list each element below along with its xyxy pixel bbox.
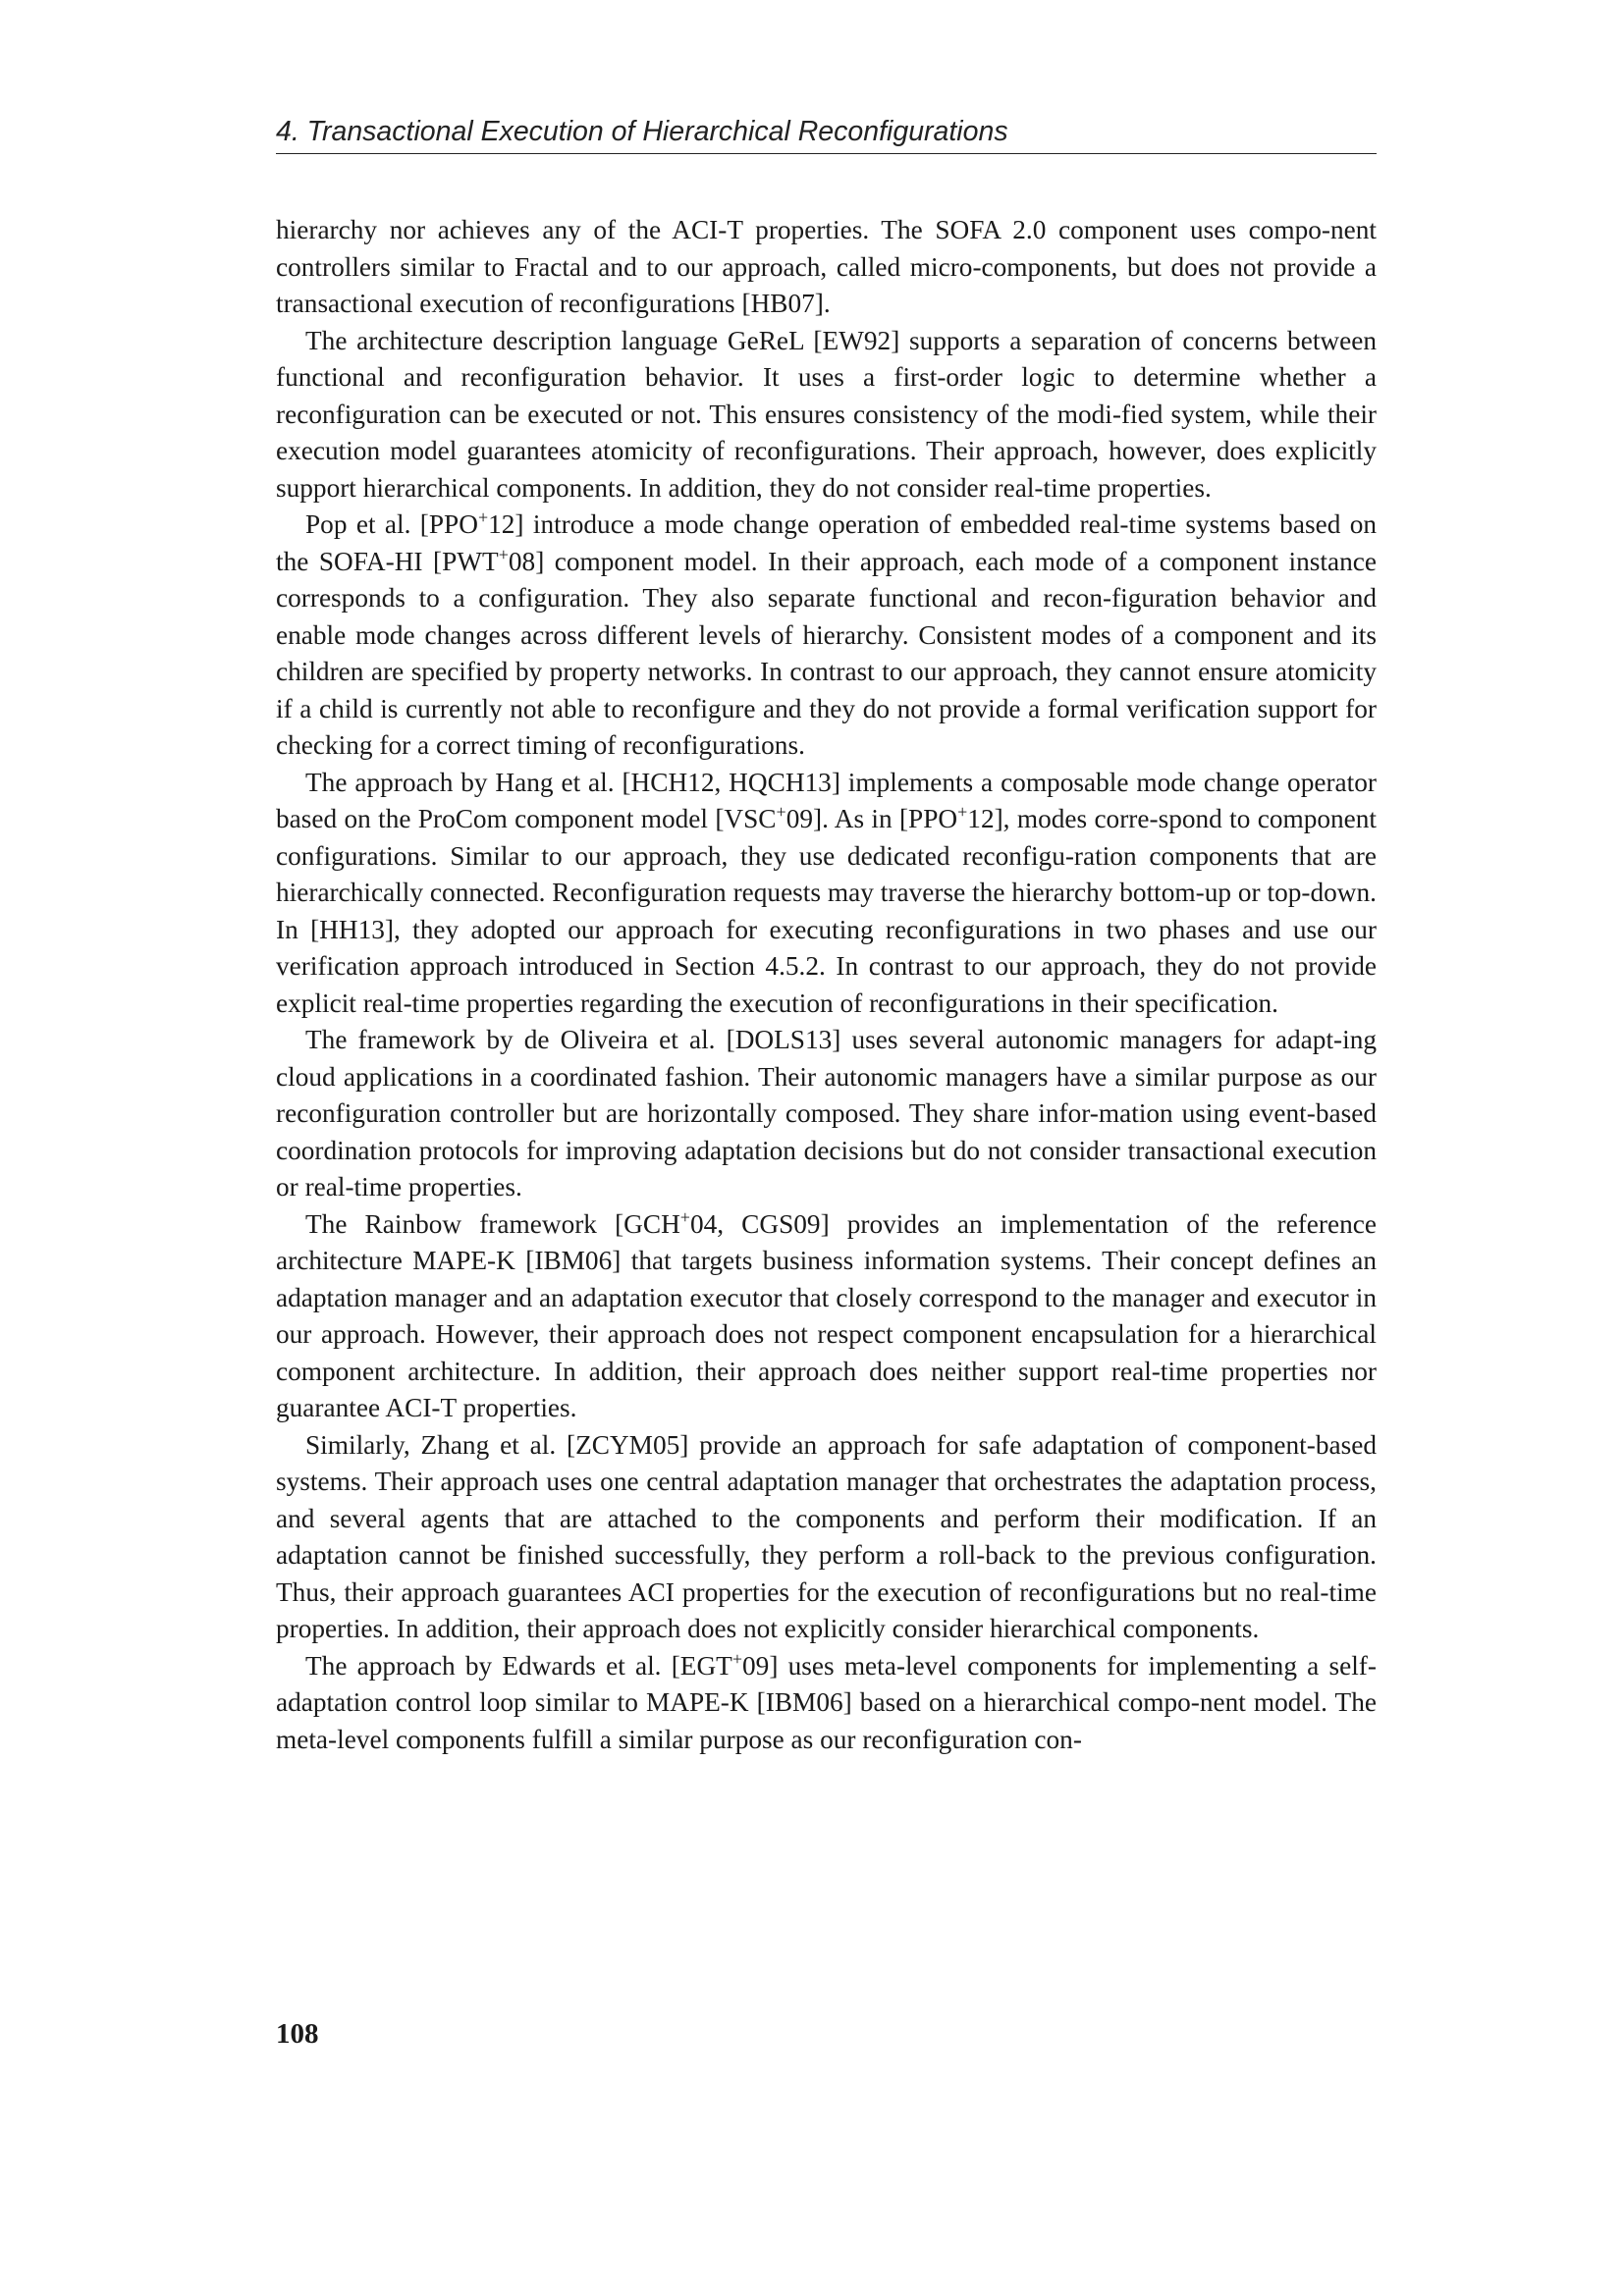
body-text <box>276 212 1377 1758</box>
paragraph-text: 04, CGS09] provides an implementation of the reference architecture MAPE-K [IBM06] that targets business information systems. Their concept defines an adaptation manager and an adaptation executor that closely correspond to the manager and executor in our approach. However, their approach does not respect component encapsulation for a hierarchical component architecture. In addition, their approach does neither support real-time properties nor guarantee ACI-T properties. <box>276 1208 1377 1422</box>
paragraph-text: 12] introduce a mode change operation of embedded real-time systems based on the SOFA-HI [PWT <box>276 509 1377 576</box>
citation-superscript: + <box>731 1648 743 1669</box>
paragraph-text: 12], modes corre-spond to component configurations. Similar to our approach, they use dedicated reconfigu-ration components that are hierarchically connected. Reconfiguration requests may traverse the hierarchy bottom-up or top-down. In [HH13], they adopted our approach for executing reconfigurations in two phases and use our verification approach introduced in Section 4.5.2. In contrast to our approach, they do not provide explicit real-time properties regarding the execution of reconfigurations in their specification. <box>276 804 1378 1018</box>
paragraph-text: The Rainbow framework [GCH <box>305 1208 680 1239</box>
citation-superscript: + <box>776 802 786 823</box>
paragraph-gerel <box>276 323 1377 507</box>
paragraph-text: The framework by de Oliveira et al. [DOLS13] uses several autonomic managers for adapt-ing cloud applications in a coordinated fashion. Their autonomic managers have a similar purpose as our reconfiguration controller but are horizontally composed. They share infor-mation using event-based coordination protocols for improving adaptation decisions but do not consider transactional execution or real-time properties. <box>276 1025 1377 1201</box>
paragraph-hb07 <box>276 212 1377 323</box>
paragraph-text: The approach by Hang et al. [HCH12, HQCH13] implements a composable mode change operator based on the ProCom component model [VSC <box>276 767 1377 833</box>
paragraph-de-oliveira <box>276 1022 1377 1206</box>
page-number: 108 <box>276 2018 319 2050</box>
paragraph-hang-et-al <box>276 765 1377 1023</box>
paragraph-text: hierarchy nor achieves any of the ACI-T properties. The SOFA 2.0 component uses compo-nent controllers similar to Fractal and to our approach, called micro-components, but does not provide a transactional execution of reconfigurations [HB07]. <box>276 215 1377 318</box>
paragraph-text: Similarly, Zhang et al. [ZCYM05] provide an approach for safe adaptation of component-based systems. Their approach uses one central adaptation manager that orchestrates the adaptation process, and several agents that are attached to the components and perform their modification. If an adaptation cannot be finished successfully, they perform a roll-back to the previous configuration. Thus, their approach guarantees ACI properties for the execution of reconfigurations but no real-time properties. In addition, their approach does not explicitly consider hierarchical components. <box>276 1429 1377 1643</box>
running-header <box>276 110 1377 154</box>
paragraph-zhang-et-al <box>276 1427 1377 1648</box>
paragraph-edwards-et-al <box>276 1648 1377 1759</box>
citation-superscript: + <box>679 1206 690 1227</box>
paragraph-pop-et-al <box>276 507 1377 765</box>
paragraph-text: 09] uses meta-level components for implementing a self-adaptation control loop similar to MAPE-K [IBM06] based on a hierarchical compo-nent model. The meta-level components fulfill a similar purpose as our reconfiguration con- <box>276 1650 1377 1754</box>
paragraph-rainbow <box>276 1206 1377 1427</box>
paragraph-text: The architecture description language GeReL [EW92] supports a separation of concerns between functional and reconfiguration behavior. It uses a first-order logic to determine whether a reconfiguration can be executed or not. This ensures consistency of the modi-fied system, while their execution model guarantees atomicity of reconfigurations. Their approach, however, does explicitly support hierarchical components. In addition, they do not consider real-time properties. <box>276 325 1377 503</box>
citation-superscript: + <box>477 507 489 528</box>
running-header-title: 4. Transactional Execution of Hierarchical Reconfigurations <box>276 116 1008 147</box>
paragraph-text: 08] component model. In their approach, each mode of a component instance corresponds to a configuration. They also separate functional and recon-figuration behavior and enable mode changes across different levels of hierarchy. Consistent modes of a component and its children are specified by property networks. In contrast to our approach, they cannot ensure atomicity if a child is currently not able to reconfigure and they do not provide a formal verification support for checking for a correct timing of reconfigurations. <box>276 546 1377 760</box>
paragraph-text: 09]. As in [PPO <box>785 804 958 833</box>
citation-superscript: + <box>957 802 968 823</box>
paragraph-text: Pop et al. [PPO <box>305 509 478 539</box>
paragraph-text: The approach by Edwards et al. [EGT <box>305 1650 732 1681</box>
citation-superscript: + <box>498 544 509 564</box>
